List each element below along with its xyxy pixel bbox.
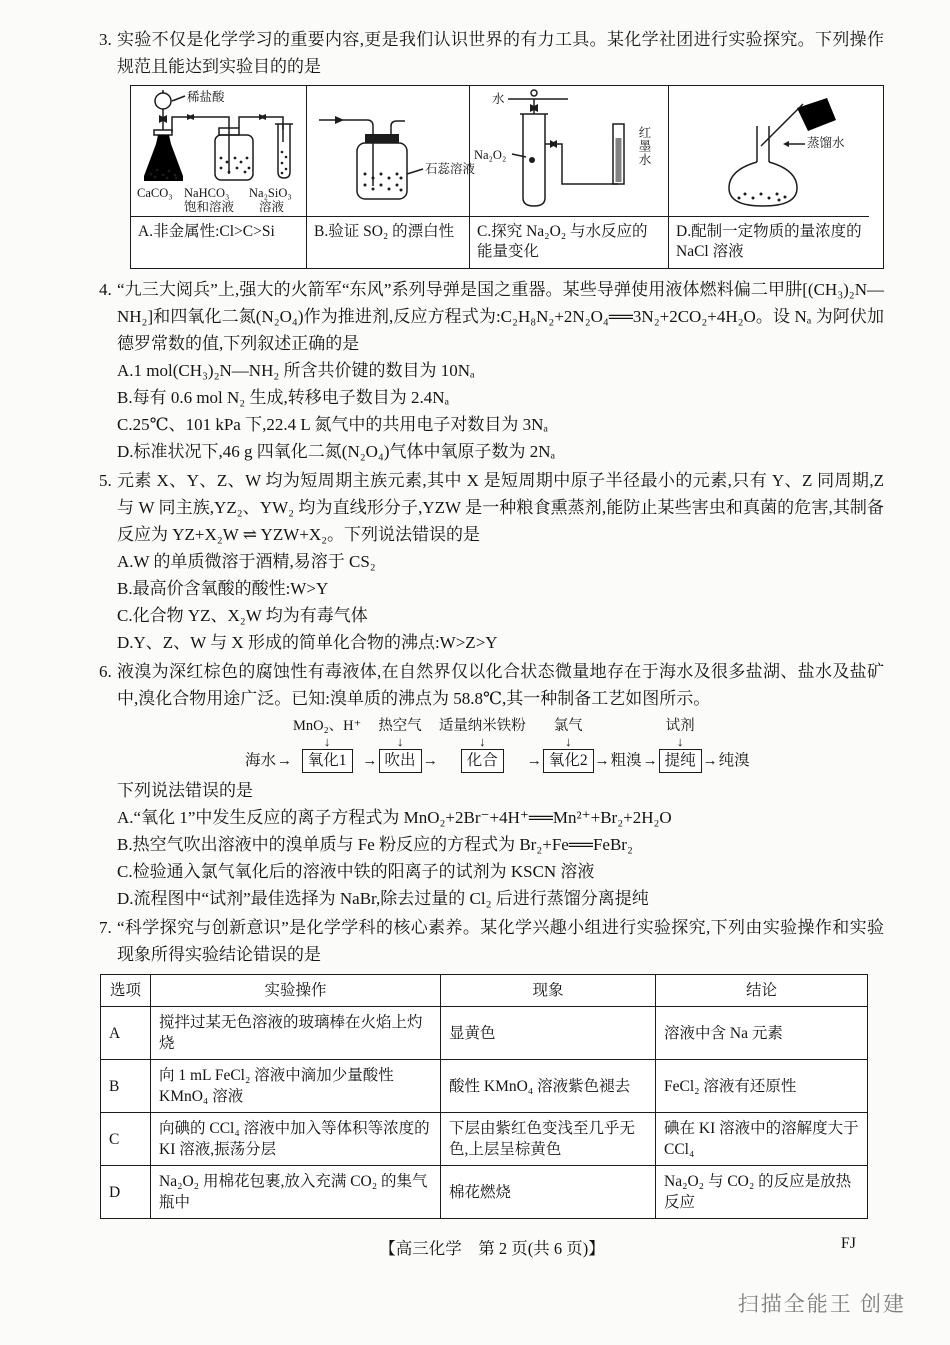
option-a: A.W 的单质微溶于酒精,易溶于 CS₂ <box>117 552 376 571</box>
flow-input-label: 试剂 <box>665 718 695 734</box>
row-a-operation: 搅拌过某无色溶液的玻璃棒在火焰上灼烧 <box>151 1007 441 1060</box>
flow-box: 氧化1 <box>302 749 353 773</box>
down-arrow-icon: ↓ <box>479 734 486 749</box>
question-number: 6. <box>99 662 112 681</box>
down-arrow-icon: ↓ <box>564 734 572 749</box>
right-arrow-icon: → <box>702 753 718 769</box>
apparatus-b-caption: B.验证 SO₂ 的漂白性 <box>306 216 469 268</box>
label-nahco3: NaHCO₃ <box>184 186 230 200</box>
table-row <box>101 1060 868 1113</box>
question-5 <box>100 467 884 656</box>
row-d-conclusion: Na₂O₂ 与 CO₂ 的反应是放热反应 <box>656 1166 868 1219</box>
apparatus-d-cell <box>668 86 869 216</box>
flow-box: 吹出 <box>379 749 422 773</box>
label-caco3: CaCO₃ <box>137 186 173 200</box>
flow-station-oxidize1 <box>293 718 361 773</box>
apparatus-b-diagram <box>307 86 470 216</box>
label-dilute-hcl: 稀盐酸 <box>187 90 225 104</box>
question-number: 4. <box>99 280 112 299</box>
scanner-watermark: 扫描全能王 创建 <box>737 1292 906 1316</box>
down-arrow-icon: ↓ <box>323 734 331 749</box>
question-stem: 实验不仅是化学学习的重要内容,更是我们认识世界的有力工具。某化学社团进行实验探究。下列操作规范且能达到实验目的的是 <box>117 30 884 76</box>
flow-box: 提纯 <box>659 749 702 773</box>
down-arrow-icon: ↓ <box>676 734 684 749</box>
option-c: C.检验通入氯气氧化后的溶液中铁的阳离子的试剂为 KSCN 溶液 <box>117 862 595 881</box>
row-b-conclusion: FeCl₂ 溶液有还原性 <box>656 1060 868 1113</box>
row-b-phenomenon: 酸性 KMnO₄ 溶液紫色褪去 <box>441 1060 656 1113</box>
label-red-ink: 红墨水 <box>637 126 651 167</box>
label-na2sio3-solution: 溶液 <box>259 200 285 214</box>
option-d: D.Y、Z、W 与 X 形成的简单化合物的沸点:W>Z>Y <box>117 633 498 652</box>
option-a: A.1 mol(CH₃)₂N—NH₂ 所含共价键的数目为 10Nₐ <box>117 361 475 380</box>
question-stem: 元素 X、Y、Z、W 均为短周期主族元素,其中 X 是短周期中原子半径最小的元素,只有 Y、Z 同周期,Z 与 W 同主族,YZ₂、YW₂ 均为直线形分子,YZW 是一种粮食熏蒸剂,能防止某些害虫和真菌的危害,其制备反应为 YZ+X₂W ⇌ YZW+X₂。下列说法错误的是 <box>117 471 884 544</box>
table-header-row <box>101 975 868 1007</box>
question-stem: “九三大阅兵”上,强大的火箭军“东风”系列导弹是国之重器。某些导弹使用液体燃料偏二甲肼[(CH₃)₂N—NH₂]和四氧化二氮(N₂O₄)作为推进剂,反应方程式为:C₂H₈N₂+2N₂O₄══3N₂+2CO₂+4H₂O。设 Nₐ 为阿伏加德罗常数的值,下列叙述正确的是 <box>117 280 884 353</box>
question-number: 3. <box>99 30 112 49</box>
apparatus-b-cell <box>306 86 476 216</box>
label-distilled-water: 蒸馏水 <box>807 136 845 150</box>
header-operation: 实验操作 <box>151 975 441 1007</box>
flow-station-blowout <box>378 718 422 773</box>
table-row <box>101 1007 868 1060</box>
row-d-option: D <box>101 1166 151 1219</box>
page-footer <box>100 1235 884 1262</box>
flow-input-label: MnO₂、H⁺ <box>293 718 362 734</box>
row-c-option: C <box>101 1113 151 1166</box>
question-prompt: 下列说法错误的是 <box>117 781 253 800</box>
page-number-label: 【高三化学 第 2 页(共 6 页)】 <box>379 1239 605 1258</box>
option-d: D.标准状况下,46 g 四氧化二氮(N₂O₄)气体中氧原子数为 2Nₐ <box>117 442 556 461</box>
right-arrow-icon: → <box>642 753 658 769</box>
row-a-phenomenon: 显黄色 <box>441 1007 656 1060</box>
row-b-operation: 向 1 mL FeCl₂ 溶液中滴加少量酸性 KMnO₄ 溶液 <box>151 1060 441 1113</box>
option-b: B.热空气吹出溶液中的溴单质与 Fe 粉反应的方程式为 Br₂+Fe══FeBr₂ <box>117 835 633 854</box>
row-a-conclusion: 溶液中含 Na 元素 <box>656 1007 868 1060</box>
label-water: 水 <box>492 92 505 106</box>
row-d-phenomenon: 棉花燃烧 <box>441 1166 656 1219</box>
flow-station-combine <box>439 718 526 773</box>
question-stem: “科学探究与创新意识”是化学学科的核心素养。某化学兴趣小组进行实验探究,下列由实验操作和实验现象所得实验结论错误的是 <box>117 918 884 964</box>
question-4 <box>100 276 884 465</box>
option-b: B.每有 0.6 mol N₂ 生成,转移电子数目为 2.4Nₐ <box>117 388 450 407</box>
question-number: 7. <box>99 918 112 937</box>
row-c-operation: 向碘的 CCl₄ 溶液中加入等体积等浓度的 KI 溶液,振荡分层 <box>151 1113 441 1166</box>
label-nahco3-saturated: 饱和溶液 <box>184 200 235 214</box>
question-3 <box>100 26 884 269</box>
apparatus-c-caption: C.探究 Na₂O₂ 与水反应的能量变化 <box>469 216 668 268</box>
header-conclusion: 结论 <box>656 975 868 1007</box>
option-a: A.“氧化 1”中发生反应的离子方程式为 MnO₂+2Br⁻+4H⁺══Mn²⁺+Br₂+2H₂O <box>117 808 672 827</box>
paper-code: FJ <box>840 1235 856 1252</box>
flow-station-oxidize2 <box>543 718 594 773</box>
apparatus-d-caption: D.配制一定物质的量浓度的 NaCl 溶液 <box>668 216 869 268</box>
question-stem: 液溴为深红棕色的腐蚀性有毒液体,在自然界仅以化合状态微量地存在于海水及很多盐湖、盐水及盐矿中,溴化合物用途广泛。已知:溴单质的沸点为 58.8℃,其一种制备工艺如图所示。 <box>117 662 884 708</box>
down-arrow-icon: ↓ <box>396 734 404 749</box>
flow-station-purify <box>659 718 702 773</box>
flow-crude-bromine: 粗溴 <box>610 752 642 769</box>
option-c: C.化合物 YZ、X₂W 均为有毒气体 <box>117 606 368 625</box>
table-row <box>101 1113 868 1166</box>
flow-input-label: 适量纳米铁粉 <box>438 718 526 734</box>
question-7 <box>100 914 884 1219</box>
right-arrow-icon: → <box>594 753 610 769</box>
header-option: 选项 <box>101 975 151 1007</box>
label-na2sio3: Na₂SiO₃ <box>249 186 292 200</box>
apparatus-c-cell <box>469 86 668 216</box>
label-na2o2: Na₂O₂ <box>474 148 507 162</box>
right-arrow-icon: → <box>526 753 542 769</box>
right-arrow-icon: → <box>362 753 378 769</box>
flow-box: 化合 <box>461 749 504 773</box>
row-d-operation: Na₂O₂ 用棉花包裹,放入充满 CO₂ 的集气瓶中 <box>151 1166 441 1219</box>
apparatus-d-diagram <box>669 86 870 216</box>
bromine-process-flow <box>245 718 884 773</box>
flow-input-label: 氯气 <box>553 718 583 734</box>
row-c-conclusion: 碘在 KI 溶液中的溶解度大于 CCl₄ <box>656 1113 868 1166</box>
right-arrow-icon: → <box>277 753 293 769</box>
flow-box: 氧化2 <box>543 749 594 773</box>
table-row <box>101 1166 868 1219</box>
row-c-phenomenon: 下层由紫红色变浅至几乎无色,上层呈棕黄色 <box>441 1113 656 1166</box>
label-litmus-solution: 石蕊溶液 <box>425 162 476 176</box>
row-b-option: B <box>101 1060 151 1113</box>
option-c: C.25℃、101 kPa 下,22.4 L 氮气中的共用电子对数目为 3Nₐ <box>117 415 549 434</box>
apparatus-a-cell <box>131 86 306 216</box>
row-a-option: A <box>101 1007 151 1060</box>
flow-pure-bromine: 纯溴 <box>718 752 750 769</box>
apparatus-a-caption: A.非金属性:Cl>C>Si <box>131 216 306 268</box>
flow-source: 海水 <box>245 752 277 769</box>
header-phenomenon: 现象 <box>441 975 656 1007</box>
apparatus-table <box>130 85 884 269</box>
option-b: B.最高价含氧酸的酸性:W>Y <box>117 579 329 598</box>
right-arrow-icon: → <box>422 753 438 769</box>
question-number: 5. <box>99 471 112 490</box>
question-6 <box>100 658 884 912</box>
flow-input-label: 热空气 <box>378 718 422 734</box>
experiment-table <box>100 974 868 1219</box>
option-d: D.流程图中“试剂”最佳选择为 NaBr,除去过量的 Cl₂ 后进行蒸馏分离提纯 <box>117 889 649 908</box>
